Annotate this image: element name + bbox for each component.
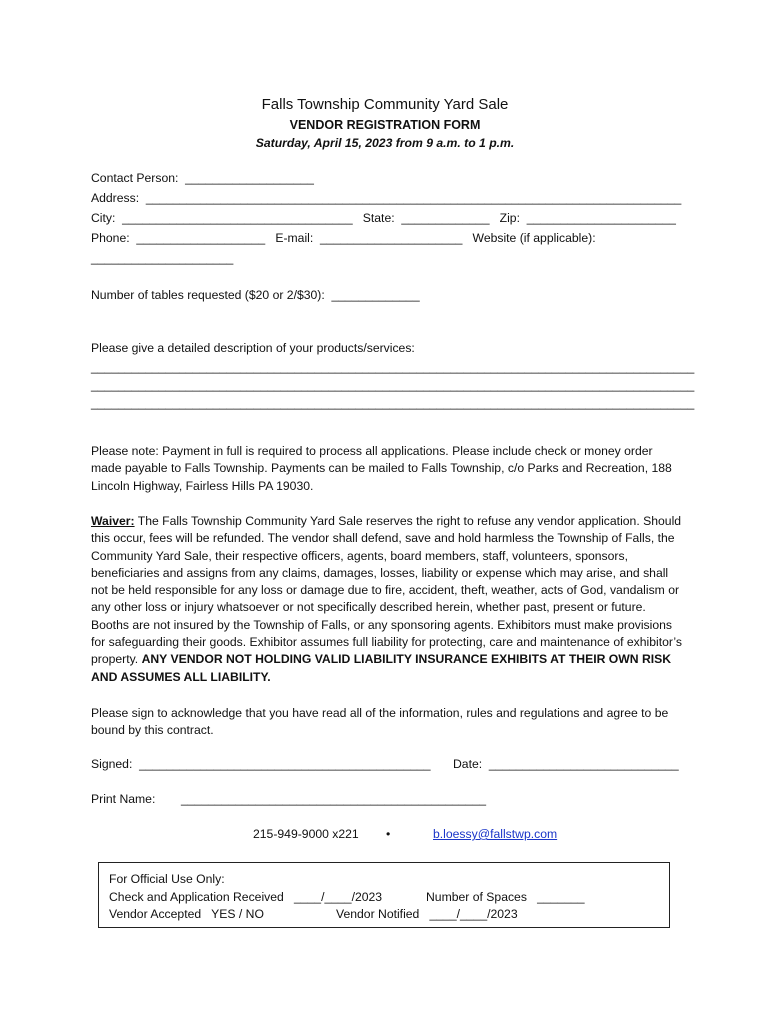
description-prompt: Please give a detailed description of your products/services: xyxy=(91,341,415,355)
print-name-field[interactable]: _____________________________________________ xyxy=(181,792,487,806)
print-name-label: Print Name: xyxy=(91,792,156,806)
spaces-field: Number of Spaces _______ xyxy=(426,890,585,904)
accepted-field: Vendor Accepted YES / NO xyxy=(109,907,264,921)
event-date: Saturday, April 15, 2023 from 9 a.m. to 1 p.m. xyxy=(255,136,515,150)
email-link[interactable]: b.loessy@fallstwp.com xyxy=(433,827,558,841)
bullet-separator: • xyxy=(386,827,391,841)
contact-person-field[interactable]: Contact Person: ___________________ xyxy=(91,171,314,185)
notified-field: Vendor Notified ____/____/2023 xyxy=(336,907,518,921)
payment-note: Please note: Payment in full is required to process all applications. Please include check or money order made payable to Falls Township. Payments can be mailed to Falls Township, c/o Parks and Recreation, 188 Lincoln Highway, Fairless Hills PA 19030. xyxy=(91,444,672,493)
waiver-liability-notice: ANY VENDOR NOT HOLDING VALID LIABILITY INSURANCE EXHIBITS AT THEIR OWN RISK AND ASSUMES ALL LIABILITY. xyxy=(91,652,672,684)
description-line[interactable]: _________________________________________________________________________________________ xyxy=(91,378,695,392)
form-subtitle: VENDOR REGISTRATION FORM xyxy=(289,118,481,132)
website-field[interactable]: _____________________ xyxy=(91,251,234,265)
waiver-paragraph xyxy=(91,513,683,686)
description-line[interactable]: _________________________________________________________________________________________ xyxy=(91,396,695,410)
date-field[interactable]: Date: ____________________________ xyxy=(453,757,679,771)
tables-requested-field[interactable]: Number of tables requested ($20 or 2/$30): _____________ xyxy=(91,288,420,302)
received-field: Check and Application Received ____/____/2023 xyxy=(109,890,383,904)
waiver-text: The Falls Township Community Yard Sale reserves the right to refuse any vendor application. Should this occur, fees will be refunded. The vendor shall defend, save and hold harmless the Township of Falls, the Community Yard Sale, their respective officers, agents, board members, staff, volunteers, sponsors, beneficiaries and assigns from any claims, damages, losses, liability or expense which may arise, and shall not be held responsible for any loss or damage due to fire, accident, theft, weather, acts of God, vandalism or any other loss or injury whatsoever or not specifically described herein, whether past, present or future. Booths are not insured by the Township of Falls, or any sponsoring agents. Exhibitors must make provisions for safeguarding their goods. Exhibitor assumes full liability for protecting, care and maintenance of exhibitor’s property. xyxy=(91,514,682,667)
phone-number: 215-949-9000 x221 xyxy=(253,827,359,841)
phone-email-website-field[interactable]: Phone: ___________________ E-mail: _____________________ Website (if applicable): xyxy=(91,231,596,245)
signature-field[interactable]: Signed: ___________________________________________ xyxy=(91,757,431,771)
waiver-label: Waiver: xyxy=(91,514,135,528)
acknowledge-text: Please sign to acknowledge that you have read all of the information, rules and regulations and agree to be bound by this contract. xyxy=(91,706,669,738)
city-state-zip-field[interactable]: City: __________________________________ State: _____________ Zip: ______________________ xyxy=(91,211,676,225)
official-use-heading: For Official Use Only: xyxy=(109,872,225,886)
address-field[interactable]: Address: _______________________________________________________________________________ xyxy=(91,191,682,205)
description-line[interactable]: _________________________________________________________________________________________ xyxy=(91,360,695,374)
form-title: Falls Township Community Yard Sale xyxy=(261,96,509,113)
